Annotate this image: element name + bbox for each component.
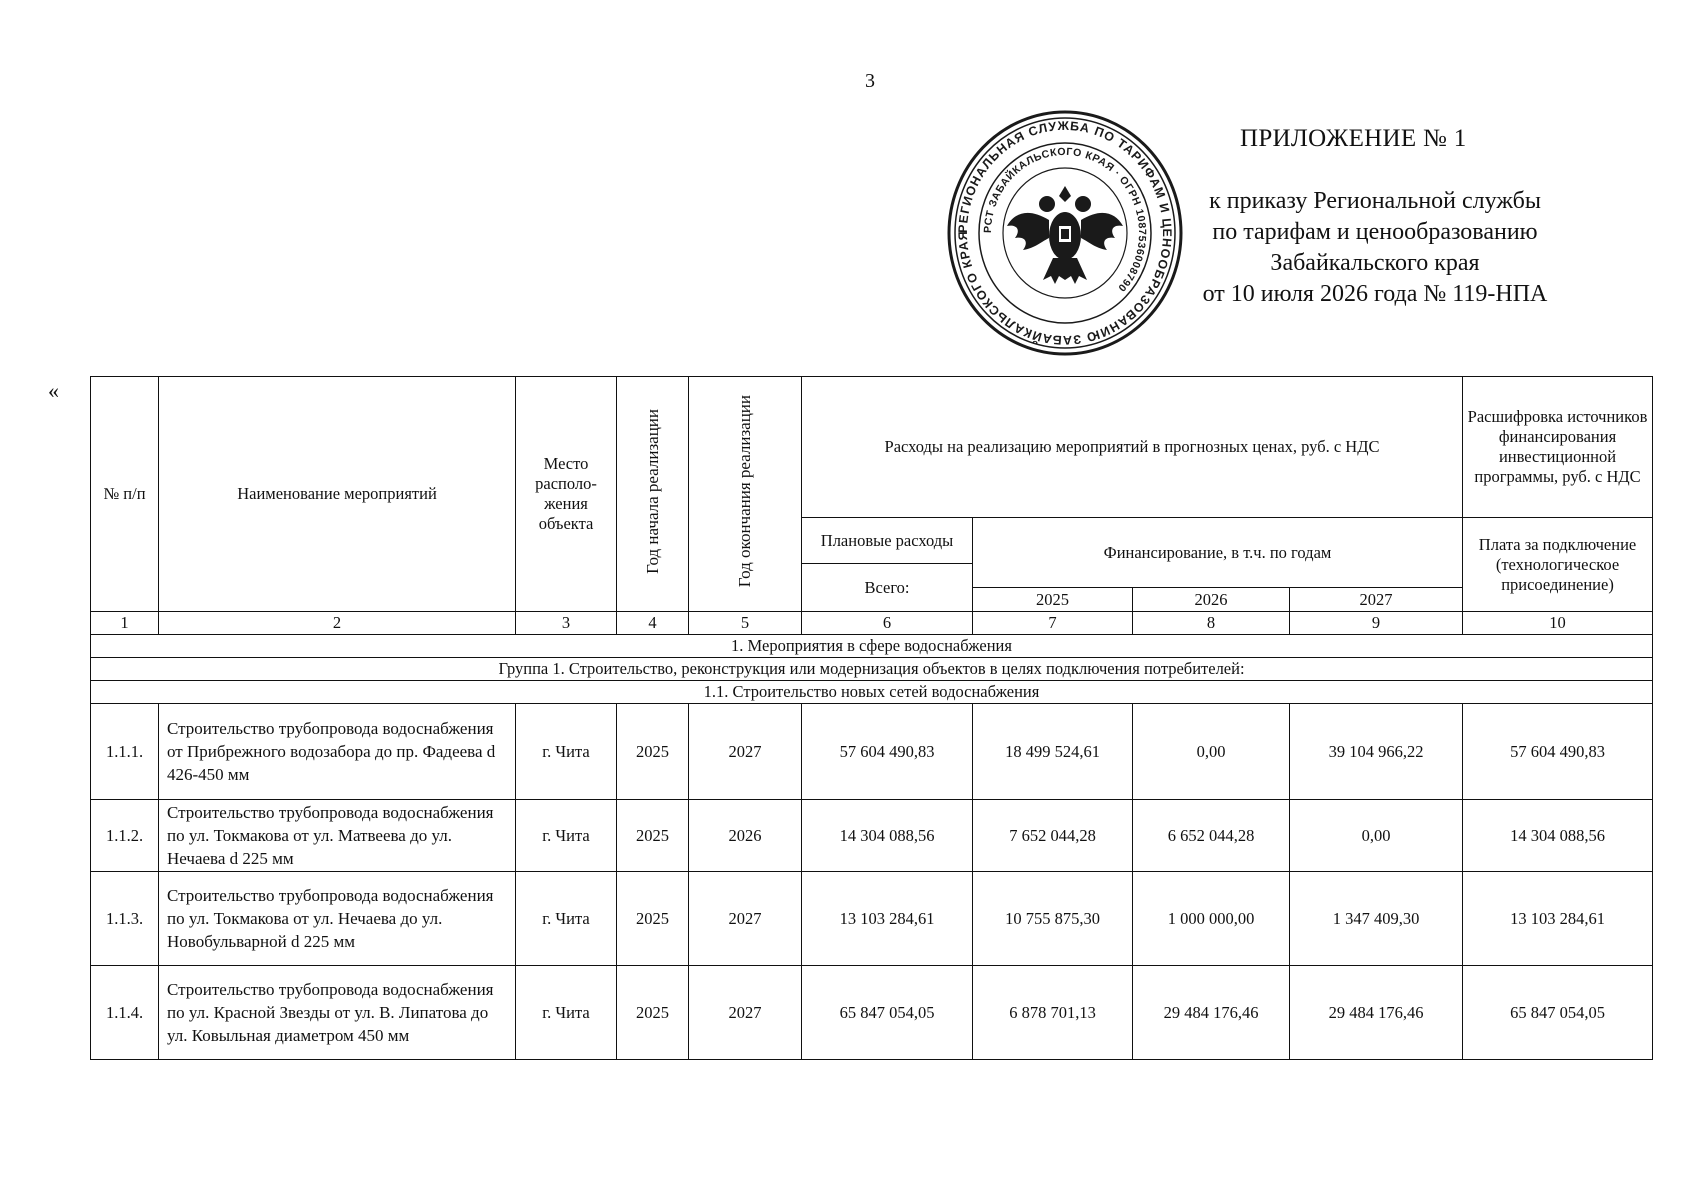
section-title: 1. Мероприятия в сфере водоснабжения (91, 635, 1653, 658)
order-reference (1165, 186, 1585, 310)
row-total: 65 847 054,05 (802, 966, 973, 1060)
column-number: 9 (1290, 612, 1463, 635)
row-end-year: 2027 (689, 704, 802, 800)
column-number: 6 (802, 612, 973, 635)
row-2025: 18 499 524,61 (973, 704, 1133, 800)
row-fee: 13 103 284,61 (1463, 872, 1653, 966)
header-year-2026: 2026 (1133, 588, 1290, 612)
row-num: 1.1.2. (91, 800, 159, 872)
header-planned: Плановые расходы (802, 518, 973, 564)
table-row (91, 872, 1653, 966)
official-seal (945, 108, 1185, 358)
row-place: г. Чита (516, 872, 617, 966)
row-total: 14 304 088,56 (802, 800, 973, 872)
header-year-2025: 2025 (973, 588, 1133, 612)
column-number: 2 (159, 612, 516, 635)
row-name: Строительство трубопровода водоснабжения по ул. Токмакова от ул. Нечаева до ул. Новобульварной d 225 мм (159, 872, 516, 966)
row-2027: 29 484 176,46 (1290, 966, 1463, 1060)
row-2026: 6 652 044,28 (1133, 800, 1290, 872)
opening-quote: « (48, 378, 59, 403)
row-2026: 29 484 176,46 (1133, 966, 1290, 1060)
header-year-end-text: Год окончания реализации (735, 395, 754, 588)
header-name: Наименование мероприятий (159, 377, 516, 612)
row-fee: 57 604 490,83 (1463, 704, 1653, 800)
column-number: 4 (617, 612, 689, 635)
seal-inner-text: РСТ ЗАБАЙКАЛЬСКОГО КРАЯ · ОГРН 1087536008790 (981, 145, 1149, 295)
row-2026: 1 000 000,00 (1133, 872, 1290, 966)
row-name: Строительство трубопровода водоснабжения по ул. Токмакова от ул. Матвеева до ул. Нечаева d 225 мм (159, 800, 516, 872)
row-end-year: 2027 (689, 872, 802, 966)
row-start-year: 2025 (617, 966, 689, 1060)
header-year-2027: 2027 (1290, 588, 1463, 612)
row-2026: 0,00 (1133, 704, 1290, 800)
seal-outer-text: РЕГИОНАЛЬНАЯ СЛУЖБА ПО ТАРИФАМ И ЦЕНООБРАЗОВАНИЮ ЗАБАЙКАЛЬСКОГО КРАЯ (955, 118, 1175, 348)
row-place: г. Чита (516, 966, 617, 1060)
double-headed-eagle-icon (1007, 186, 1123, 284)
appendix-title: ПРИЛОЖЕНИЕ № 1 (1240, 125, 1467, 152)
header-year-start-text: Год начала реализации (642, 409, 662, 574)
row-num: 1.1.3. (91, 872, 159, 966)
row-2025: 7 652 044,28 (973, 800, 1133, 872)
row-2027: 39 104 966,22 (1290, 704, 1463, 800)
header-place: Место располо-жения объекта (516, 377, 617, 612)
column-number: 7 (973, 612, 1133, 635)
row-2027: 1 347 409,30 (1290, 872, 1463, 966)
order-ref-line: Забайкальского края (1270, 250, 1480, 276)
header-sources: Расшифровка источников финансирования инвестиционной программы, руб. с НДС (1463, 377, 1653, 518)
order-ref-line: к приказу Региональной службы (1209, 188, 1541, 214)
group-title: Группа 1. Строительство, реконструкция или модернизация объектов в целях подключения потребителей: (91, 658, 1653, 681)
column-number: 8 (1133, 612, 1290, 635)
column-number: 10 (1463, 612, 1653, 635)
row-total: 57 604 490,83 (802, 704, 973, 800)
header-expenses: Расходы на реализацию мероприятий в прогнозных ценах, руб. с НДС (802, 377, 1463, 518)
row-2027: 0,00 (1290, 800, 1463, 872)
row-num: 1.1.1. (91, 704, 159, 800)
row-start-year: 2025 (617, 800, 689, 872)
table-row (91, 966, 1653, 1060)
row-2025: 6 878 701,13 (973, 966, 1133, 1060)
row-name: Строительство трубопровода водоснабжения от Прибрежного водозабора до пр. Фадеева d 426-450 мм (159, 704, 516, 800)
row-end-year: 2027 (689, 966, 802, 1060)
header-total: Всего: (802, 564, 973, 612)
row-name: Строительство трубопровода водоснабжения по ул. Красной Звезды от ул. В. Липатова до ул. Ковыльная диаметром 450 мм (159, 966, 516, 1060)
row-place: г. Чита (516, 704, 617, 800)
row-total: 13 103 284,61 (802, 872, 973, 966)
row-fee: 14 304 088,56 (1463, 800, 1653, 872)
header-financing: Финансирование, в т.ч. по годам (973, 518, 1463, 588)
table-row (91, 704, 1653, 800)
subsection-title: 1.1. Строительство новых сетей водоснабжения (91, 681, 1653, 704)
page-number: 3 (865, 70, 875, 92)
row-end-year: 2026 (689, 800, 802, 872)
row-2025: 10 755 875,30 (973, 872, 1133, 966)
order-ref-line: от 10 июля 2026 года № 119-НПА (1202, 281, 1548, 307)
column-number: 3 (516, 612, 617, 635)
column-number: 5 (689, 612, 802, 635)
row-start-year: 2025 (617, 872, 689, 966)
row-num: 1.1.4. (91, 966, 159, 1060)
header-year-end (689, 377, 802, 612)
column-number: 1 (91, 612, 159, 635)
row-fee: 65 847 054,05 (1463, 966, 1653, 1060)
row-start-year: 2025 (617, 704, 689, 800)
order-ref-line: по тарифам и ценообразованию (1212, 219, 1538, 245)
header-year-start (617, 377, 689, 612)
investment-program-table (90, 376, 1653, 1060)
row-place: г. Чита (516, 800, 617, 872)
header-connection-fee: Плата за подключение (технологическое присоединение) (1463, 518, 1653, 612)
header-num: № п/п (91, 377, 159, 612)
table-row (91, 800, 1653, 872)
